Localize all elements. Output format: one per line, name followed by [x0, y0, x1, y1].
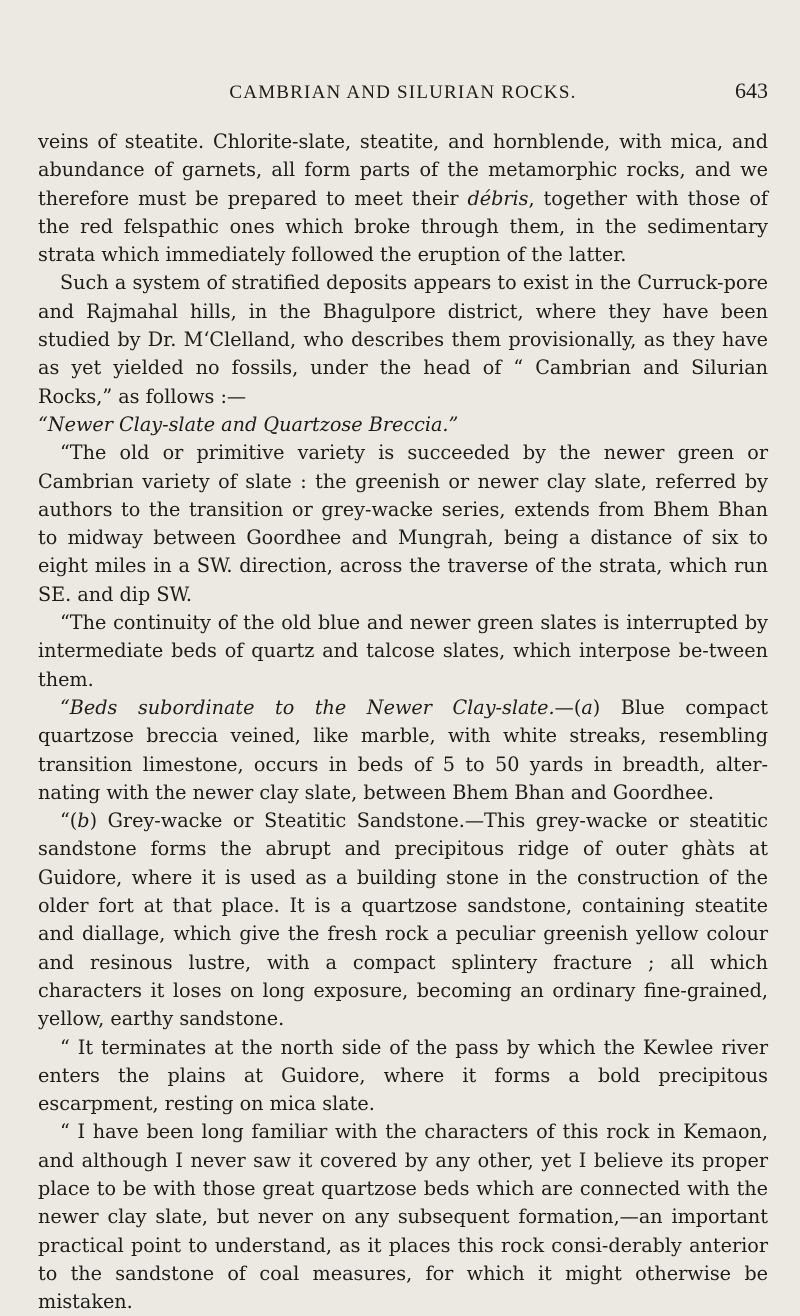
quoted-paragraph [38, 807, 768, 1033]
quoted-paragraph: “The old or primitive variety is succeeded by the newer green or Cambrian variety of slate : the greenish or newer clay slate, referred by authors to the transition or grey-wacke series, extends from Bhem Bhan to midway between Goordhee and Mungrah, being a distance of six to eight miles in a SW. direction, across the traverse of the strata, which run SE. and dip SW. [38, 441, 768, 606]
italic-text: débris [467, 186, 529, 210]
italic-text: “Beds subordinate to the Newer Clay-slate. [60, 695, 555, 719]
paragraph: Such a system of stratified deposits appears to exist in the Curruck-pore and Rajmahal hills, in the Bhagulpore district, where they have been studied by Dr. M‘Clelland, who describes them provisionally, as they have as yet yielded no fossils, under the head of “ Cambrian and Silurian Rocks,” as follows :— [38, 271, 768, 408]
body-text [38, 128, 768, 1316]
text-run: —( [554, 695, 582, 719]
quoted-paragraph: “ It terminates at the north side of the pass by which the Kewlee river enters the plains at Guidore, where it forms a bold precipitous escarpment, resting on mica slate. [38, 1035, 768, 1116]
page-number: 643 [735, 78, 768, 103]
quoted-paragraph: “ I have been long familiar with the characters of this rock in Kemaon, and although I never saw it covered by any other, yet I believe its proper place to be with those great quartzose beds which are connected with the newer clay slate, but never on any subsequent formation,—an important practical point to understand, as it places this rock consi-derably anterior to the sandstone of coal measures, for which it might otherwise be mistaken. [38, 1120, 768, 1314]
text-run: “( [60, 809, 78, 833]
text-run: ) Blue compact quartzose breccia veined, like marble, with white streaks, resembling transition limestone, occurs in beds of 5 to 50 yards in breadth, alter-nating with the newer clay slate, between Bhem Bhan and Goordhee. [38, 695, 768, 804]
text-run: veins of steatite. Chlorite-slate, steatite, and hornblende, with mica, and abundance of garnets, all form parts of the metamorphic rocks, and we therefore must be prepared to meet their [38, 130, 768, 210]
quoted-paragraph: “The continuity of the old blue and newer green slates is interrupted by intermediate beds of quartz and talcose slates, which interpose be-tween them. [38, 611, 768, 691]
running-header [38, 78, 768, 112]
book-page [38, 0, 768, 1314]
running-title: CAMBRIAN AND SILURIAN ROCKS. [229, 82, 577, 103]
paragraph [38, 128, 768, 269]
italic-text: b [77, 809, 90, 833]
text-run: , together with those of the red felspathic ones which broke through them, in the sedimentary strata which immediately followed the eruption of the latter. [38, 186, 768, 267]
quoted-paragraph [38, 694, 768, 807]
section-heading: “Newer Clay-slate and Quartzose Breccia.” [38, 412, 459, 436]
text-run: ) Grey-wacke or Steatitic Sandstone.—This grey-wacke or steatitic sandstone forms the abrupt and precipitous ridge of outer ghàts at Guidore, where it is used as a building stone in the construction of the older fort at that place. It is a quartzose sandstone, containing steatite and diallage, which give the fresh rock a peculiar greenish yellow colour and resinous lustre, with a compact splintery fracture ; all which characters it loses on long exposure, becoming an ordinary fine-grained, yellow, earthy sandstone. [38, 809, 768, 1031]
italic-text: a [581, 695, 593, 719]
